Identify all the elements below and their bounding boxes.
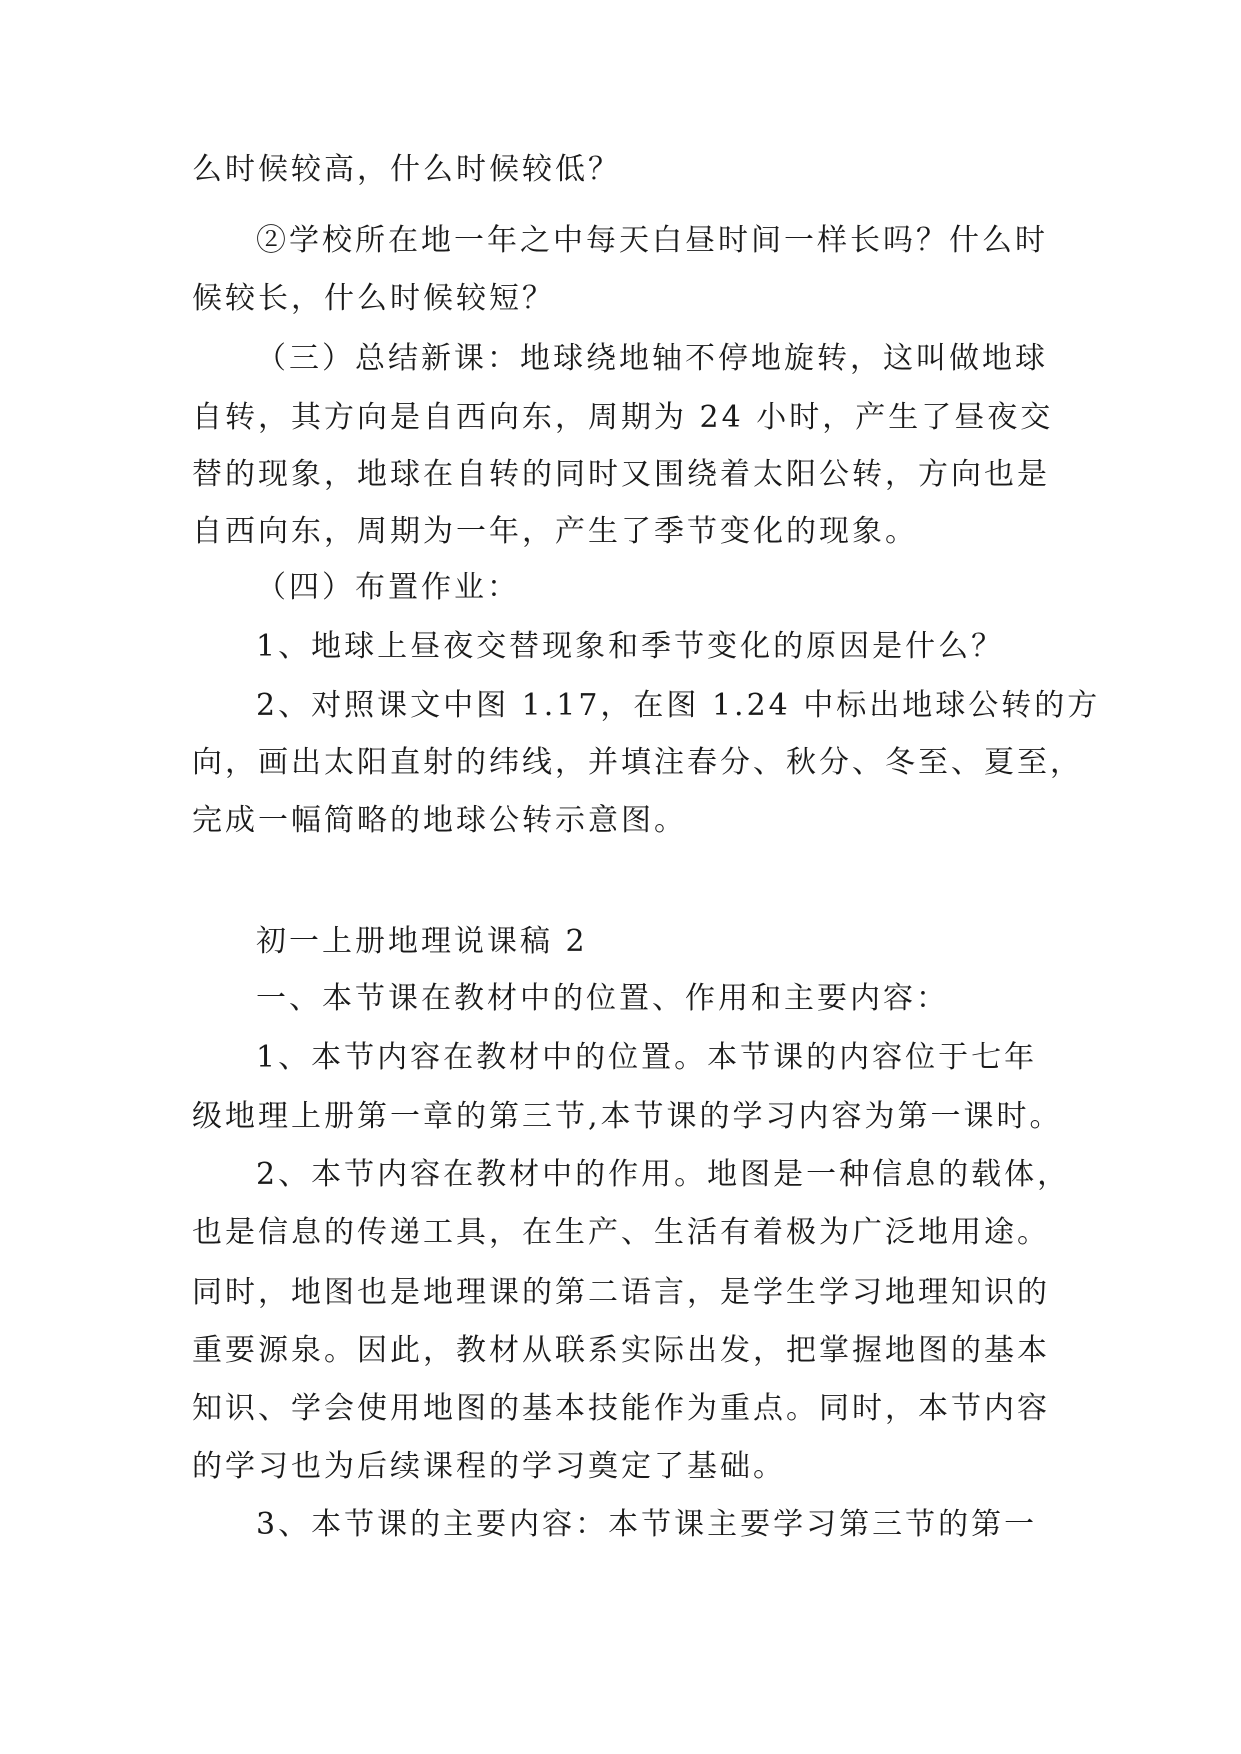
text-line: 向，画出太阳直射的纬线，并填注春分、秋分、冬至、夏至， xyxy=(192,745,1083,780)
text-line: 的学习也为后续课程的学习奠定了基础。 xyxy=(192,1449,786,1484)
text-line: 同时，地图也是地理课的第二语言，是学生学习地理知识的 xyxy=(192,1275,1050,1310)
section-title: 初一上册地理说课稿 2 xyxy=(256,924,588,959)
text-line: 知识、学会使用地图的基本技能作为重点。同时，本节内容 xyxy=(192,1391,1050,1426)
text-line: 自西向东，周期为一年，产生了季节变化的现象。 xyxy=(192,514,918,549)
text-line: 也是信息的传递工具，在生产、生活有着极为广泛地用途。 xyxy=(192,1215,1050,1250)
text-line: 自转，其方向是自西向东，周期为 24 小时，产生了昼夜交 xyxy=(192,400,1054,435)
text-line: 级地理上册第一章的第三节,本节课的学习内容为第一课时。 xyxy=(192,1099,1063,1134)
text-line: （三）总结新课：地球绕地轴不停地旋转，这叫做地球 xyxy=(256,341,1048,376)
text-line: 候较长，什么时候较短？ xyxy=(192,281,555,316)
text-line: 1、本节内容在教材中的位置。本节课的内容位于七年 xyxy=(256,1040,1038,1075)
text-line: ②学校所在地一年之中每天白昼时间一样长吗？什么时 xyxy=(256,223,1048,258)
text-line: 完成一幅简略的地球公转示意图。 xyxy=(192,803,687,838)
text-line: 替的现象，地球在自转的同时又围绕着太阳公转，方向也是 xyxy=(192,457,1050,492)
text-line: 重要源泉。因此，教材从联系实际出发，把掌握地图的基本 xyxy=(192,1333,1050,1368)
text-line: 2、对照课文中图 1.17，在图 1.24 中标出地球公转的方 xyxy=(256,688,1101,723)
text-line: 一、本节课在教材中的位置、作用和主要内容： xyxy=(256,981,949,1016)
text-line: 3、本节课的主要内容：本节课主要学习第三节的第一 xyxy=(256,1507,1038,1542)
text-line: 么时候较高，什么时候较低？ xyxy=(192,152,621,187)
text-line: 2、本节内容在教材中的作用。地图是一种信息的载体， xyxy=(256,1157,1071,1192)
text-line: 1、地球上昼夜交替现象和季节变化的原因是什么？ xyxy=(256,629,1005,664)
text-line: （四）布置作业： xyxy=(256,570,520,605)
